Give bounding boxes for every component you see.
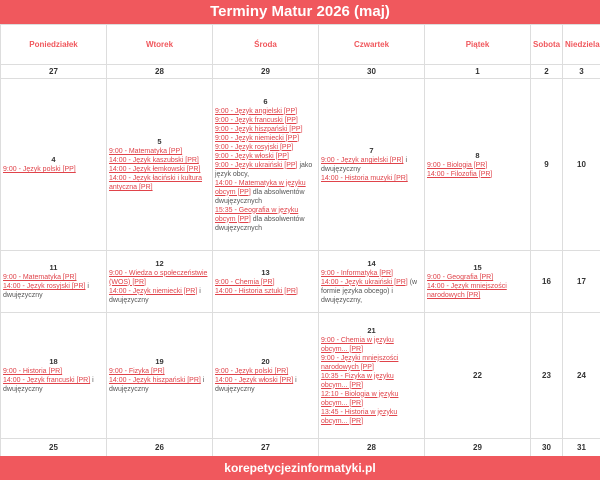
- exam-link[interactable]: 9:00 - Język rosyjski [PP]: [215, 143, 294, 151]
- exam-note: i dwujęzyczny: [109, 287, 201, 304]
- exam-note: dla absolwentów dwujęzycznych: [215, 215, 305, 232]
- week-row-4: [1, 439, 600, 457]
- day-number: 6: [263, 96, 268, 106]
- exam-link[interactable]: 9:00 - Języki mniejszości narodowych [PP]: [321, 354, 399, 371]
- day-1: 1: [425, 65, 531, 79]
- weekday-friday: Piątek: [425, 25, 531, 65]
- day-number: 21: [367, 325, 376, 335]
- day-22: 22: [425, 313, 531, 439]
- day-cell-6: [213, 79, 319, 251]
- day-cell-4: [1, 79, 107, 251]
- day-cell-5: [107, 79, 213, 251]
- exam-note: i dwujęzyczny: [321, 157, 407, 173]
- day-31: 31: [563, 439, 600, 457]
- day-3: 3: [563, 65, 600, 79]
- day-cell-11: [1, 251, 107, 313]
- day-cell-14: [319, 251, 425, 313]
- exam-link[interactable]: 14:00 - Język rosyjski [PR]: [3, 283, 86, 290]
- weekday-saturday: Sobota: [531, 25, 563, 65]
- week-row-1: [1, 79, 600, 251]
- week-row-0: [1, 65, 600, 79]
- day-16: 16: [531, 251, 563, 313]
- day-cell-19: [107, 313, 213, 439]
- exam-link[interactable]: 14:00 - Język łaciński i kultura antyczna [PR]: [109, 175, 202, 191]
- exam-link[interactable]: 12:10 - Biologia w języku obcym... [PR]: [321, 390, 399, 407]
- exam-link[interactable]: 9:00 - Język angielski [PP]: [215, 107, 298, 115]
- day-29b: 29: [425, 439, 531, 457]
- exam-note: i dwujęzyczny: [109, 377, 205, 393]
- weekday-monday: Poniedziałek: [1, 25, 107, 65]
- day-number: 20: [261, 357, 270, 366]
- exam-note: i dwujęzyczny: [215, 377, 297, 393]
- day-cell-13: [213, 251, 319, 313]
- exam-link[interactable]: 9:00 - Fizyka [PR]: [109, 368, 165, 375]
- exam-link[interactable]: 9:00 - Biologia [PR]: [427, 161, 488, 169]
- exam-link[interactable]: 14:00 - Matematyka w języku obcym [PP]: [215, 179, 306, 196]
- weekday-tuesday: Wtorek: [107, 25, 213, 65]
- exam-link[interactable]: 9:00 - Wiedza o społeczeństwie (WOS) [PR]: [109, 269, 208, 286]
- day-28b: 28: [319, 439, 425, 457]
- day-cell-12: [107, 251, 213, 313]
- day-17: 17: [563, 251, 600, 313]
- day-cell-18: [1, 313, 107, 439]
- day-number: 5: [157, 137, 162, 146]
- day-cell-15: [425, 251, 531, 313]
- day-cell-20: [213, 313, 319, 439]
- exam-link[interactable]: 14:00 - Język francuski [PR]: [3, 377, 91, 384]
- exam-link[interactable]: 14:00 - Język ukraiński [PR]: [321, 278, 408, 286]
- exam-link[interactable]: 9:00 - Język włoski [PP]: [215, 152, 289, 160]
- day-number: 14: [367, 258, 376, 268]
- exam-link[interactable]: 14:00 - Język hiszpański [PR]: [109, 377, 201, 384]
- exam-link[interactable]: 9:00 - Geografia [PR]: [427, 274, 494, 281]
- day-number: 13: [261, 267, 270, 277]
- day-number: 15: [473, 263, 482, 272]
- day-25: 25: [1, 439, 107, 457]
- day-9: 9: [531, 79, 563, 251]
- weekday-sunday: Niedziela: [563, 25, 600, 65]
- day-26: 26: [107, 439, 213, 457]
- exam-link[interactable]: 14:00 - Język łemkowski [PR]: [109, 166, 201, 173]
- day-30: 30: [319, 65, 425, 79]
- exam-note: jako język obcy,: [215, 161, 313, 178]
- day-2: 2: [531, 65, 563, 79]
- day-number: 11: [49, 263, 58, 272]
- exam-note: (w formie języka obcego) i dwujęzyczny,: [321, 278, 418, 304]
- exam-link[interactable]: 9:00 - Informatyka [PR]: [321, 269, 393, 277]
- weekday-wednesday: Środa: [213, 25, 319, 65]
- exam-link[interactable]: 14:00 - Historia muzyki [PR]: [321, 175, 408, 182]
- day-27: 27: [1, 65, 107, 79]
- exam-link[interactable]: 14:00 - Język niemiecki [PR]: [109, 287, 198, 295]
- exam-link[interactable]: 14:00 - Historia sztuki [PR]: [215, 287, 298, 295]
- day-number: 12: [155, 258, 164, 268]
- day-29: 29: [213, 65, 319, 79]
- week-row-3: [1, 313, 600, 439]
- exam-link[interactable]: 9:00 - Język polski [PP]: [3, 166, 76, 173]
- exam-note: i dwujęzyczny: [3, 377, 94, 393]
- day-number: 4: [51, 155, 56, 164]
- day-cell-8: [425, 79, 531, 251]
- day-number: 8: [475, 150, 480, 160]
- weekday-header-row: [1, 25, 600, 65]
- exam-link[interactable]: 9:00 - Historia [PR]: [3, 368, 63, 375]
- day-cell-7: [319, 79, 425, 251]
- day-23: 23: [531, 313, 563, 439]
- day-27b: 27: [213, 439, 319, 457]
- day-cell-21: [319, 313, 425, 439]
- exam-link[interactable]: 14:00 - Język włoski [PR]: [215, 377, 294, 384]
- exam-note: i dwujęzyczny: [3, 283, 89, 299]
- exam-link[interactable]: 9:00 - Język ukraiński [PP]: [215, 161, 298, 169]
- week-row-2: [1, 251, 600, 313]
- exam-link[interactable]: 9:00 - Język polski [PR]: [215, 368, 289, 375]
- exam-link[interactable]: 15:35 - Geografia w języku obcym [PP]: [215, 206, 299, 223]
- exam-note: dla absolwentów dwujęzycznych: [215, 188, 305, 205]
- day-number: 7: [369, 146, 374, 155]
- day-number: 19: [155, 357, 164, 366]
- exam-link[interactable]: 13:45 - Historia w języku obcym... [PR]: [321, 408, 398, 425]
- exam-link[interactable]: 14:00 - Filozofia [PR]: [427, 170, 493, 178]
- weekday-thursday: Czwartek: [319, 25, 425, 65]
- calendar-table: [0, 24, 600, 457]
- day-24: 24: [563, 313, 600, 439]
- footer-site-link[interactable]: korepetycjezinformatyki.pl: [0, 456, 600, 480]
- day-28: 28: [107, 65, 213, 79]
- day-30b: 30: [531, 439, 563, 457]
- exam-link[interactable]: 10:35 - Fizyka w języku obcym... [PR]: [321, 372, 394, 389]
- exam-link[interactable]: 9:00 - Matematyka [PP]: [109, 148, 183, 155]
- exam-link[interactable]: 9:00 - Język francuski [PP]: [215, 116, 298, 124]
- exam-link[interactable]: 14:00 - Język mniejszości narodowych [PR]: [427, 283, 507, 299]
- exam-link[interactable]: 9:00 - Język angielski [PR]: [321, 157, 404, 164]
- exam-link[interactable]: 9:00 - Matematyka [PR]: [3, 274, 77, 281]
- exam-link[interactable]: 9:00 - Chemia [PR]: [215, 278, 275, 286]
- exam-link[interactable]: 9:00 - Chemia w języku obcym... [PR]: [321, 336, 394, 353]
- exam-link[interactable]: 9:00 - Język hiszpański [PP]: [215, 125, 303, 133]
- day-number: 18: [49, 357, 58, 366]
- day-10: 10: [563, 79, 600, 251]
- exam-link[interactable]: 9:00 - Język niemiecki [PP]: [215, 134, 300, 142]
- page-title: Terminy Matur 2026 (maj): [0, 0, 600, 24]
- exam-link[interactable]: 14:00 - Język kaszubski [PR]: [109, 157, 199, 164]
